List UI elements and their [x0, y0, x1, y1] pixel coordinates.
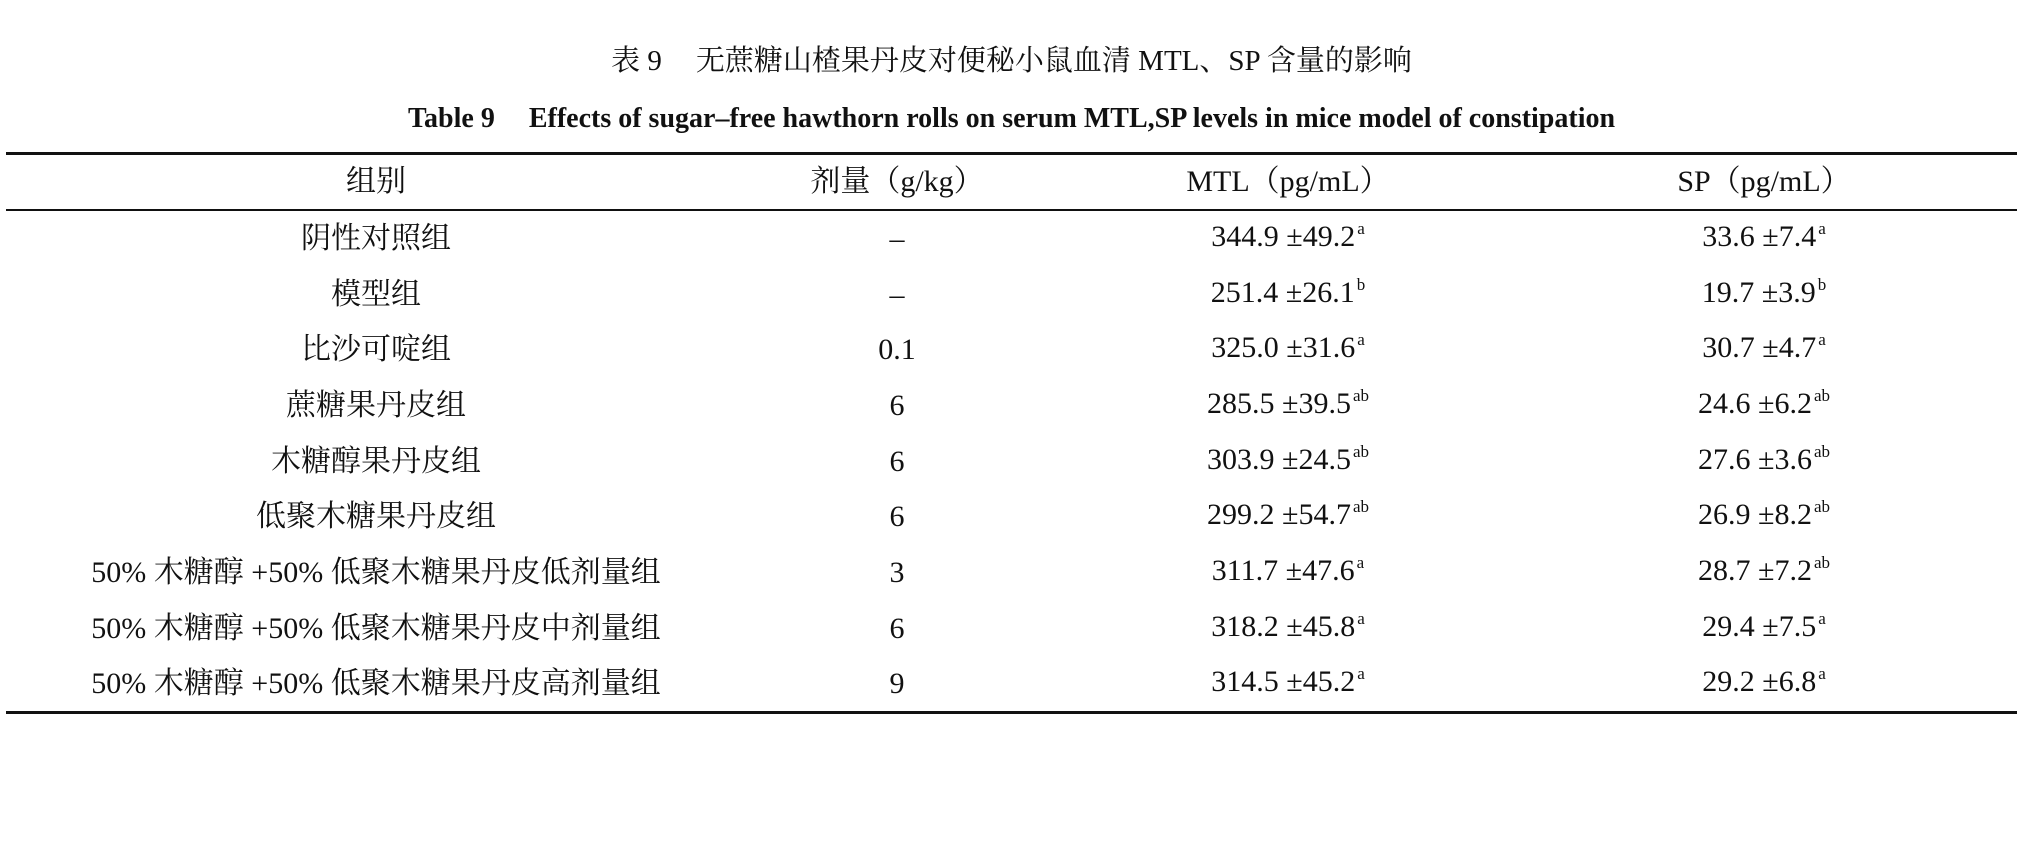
sp-cell — [1526, 543, 2002, 603]
sp-significance: ab — [1813, 386, 1830, 405]
mtl-significance: b — [1356, 275, 1366, 294]
sp-value: 24.6 ±6.2 — [1697, 387, 1812, 420]
dose-cell: – — [889, 278, 905, 311]
mtl-cell — [1050, 265, 1526, 325]
table-row — [8, 378, 2002, 434]
mtl-cell — [1050, 487, 1526, 547]
header-sp: SP（pg/mL） — [1677, 165, 1851, 198]
header-group: 组别 — [346, 165, 406, 198]
mtl-cell — [1050, 654, 1526, 714]
sp-significance: ab — [1813, 442, 1830, 461]
mtl-cell — [1050, 209, 1526, 269]
header-dose: 剂量（g/kg） — [810, 165, 984, 198]
mtl-significance: ab — [1352, 442, 1369, 461]
group-cell: 蔗糖果丹皮组 — [286, 389, 466, 422]
table-row — [8, 601, 2002, 657]
sp-value: 29.4 ±7.5 — [1702, 610, 1817, 643]
table-row — [8, 322, 2002, 378]
mtl-cell — [1050, 543, 1526, 603]
dose-cell: 6 — [889, 445, 905, 478]
group-cell: 木糖醇果丹皮组 — [271, 445, 481, 478]
mtl-significance: a — [1357, 664, 1365, 683]
sp-value: 19.7 ±3.9 — [1701, 276, 1816, 309]
table-title-chinese — [0, 43, 2023, 79]
mtl-value: 311.7 ±47.6 — [1211, 554, 1355, 587]
dose-cell: 9 — [889, 667, 905, 700]
table-number-chinese: 表 9 — [611, 45, 662, 77]
sp-cell — [1526, 376, 2002, 436]
table-row — [8, 489, 2002, 545]
table-caption-chinese: 无蔗糖山楂果丹皮对便秘小鼠血清 MTL、SP 含量的影响 — [695, 45, 1412, 77]
sp-significance: a — [1818, 609, 1826, 628]
sp-significance: b — [1817, 275, 1827, 294]
group-cell: 50% 木糖醇 +50% 低聚木糖果丹皮中剂量组 — [91, 612, 661, 645]
mtl-value: 344.9 ±49.2 — [1211, 220, 1356, 253]
mtl-value: 299.2 ±54.7 — [1206, 498, 1351, 531]
mtl-cell — [1050, 432, 1526, 492]
group-cell: 比沙可啶组 — [301, 333, 451, 366]
table-title-english — [0, 101, 2023, 137]
table-caption-english: Effects of sugar–free hawthorn rolls on serum MTL,SP levels in mice model of constipation — [528, 103, 1616, 134]
mtl-significance: a — [1357, 219, 1365, 238]
sp-cell — [1526, 209, 2002, 269]
dose-cell: 6 — [889, 612, 905, 645]
mtl-significance: a — [1357, 330, 1365, 349]
mtl-cell — [1050, 320, 1526, 380]
sp-value: 26.9 ±8.2 — [1697, 498, 1812, 531]
sp-value: 27.6 ±3.6 — [1697, 443, 1812, 476]
sp-significance: a — [1818, 330, 1826, 349]
mtl-value: 318.2 ±45.8 — [1211, 610, 1356, 643]
mtl-cell — [1050, 599, 1526, 659]
group-cell: 50% 木糖醇 +50% 低聚木糖果丹皮低剂量组 — [91, 556, 661, 589]
sp-cell — [1526, 320, 2002, 380]
table-row — [8, 656, 2002, 712]
header-mtl: MTL（pg/mL） — [1186, 165, 1390, 198]
sp-cell — [1526, 599, 2002, 659]
sp-cell — [1526, 487, 2002, 547]
mtl-value: 285.5 ±39.5 — [1206, 387, 1351, 420]
dose-cell: 0.1 — [878, 333, 916, 366]
sp-significance: ab — [1813, 497, 1830, 516]
mtl-value: 251.4 ±26.1 — [1210, 276, 1355, 309]
mtl-significance: ab — [1352, 497, 1369, 516]
sp-value: 29.2 ±6.8 — [1702, 665, 1817, 698]
group-cell: 模型组 — [331, 278, 421, 311]
group-cell: 阴性对照组 — [301, 222, 451, 255]
sp-cell — [1526, 654, 2002, 714]
table-header-row — [8, 156, 2002, 208]
mtl-value: 314.5 ±45.2 — [1211, 665, 1356, 698]
dose-cell: – — [889, 222, 905, 255]
group-cell: 50% 木糖醇 +50% 低聚木糖果丹皮高剂量组 — [91, 667, 661, 700]
mtl-value: 303.9 ±24.5 — [1206, 443, 1351, 476]
mtl-value: 325.0 ±31.6 — [1211, 331, 1356, 364]
sp-value: 28.7 ±7.2 — [1697, 554, 1812, 587]
table-row — [8, 545, 2002, 601]
sp-value: 30.7 ±4.7 — [1702, 331, 1817, 364]
mtl-cell — [1050, 376, 1526, 436]
mtl-significance: a — [1357, 609, 1365, 628]
sp-cell — [1526, 265, 2002, 325]
sp-significance: a — [1818, 664, 1826, 683]
sp-significance: ab — [1813, 553, 1830, 572]
table-row — [8, 211, 2002, 267]
dose-cell: 6 — [889, 500, 905, 533]
sp-cell — [1526, 432, 2002, 492]
dose-cell: 6 — [889, 389, 905, 422]
table-number-english: Table 9 — [407, 103, 495, 134]
mtl-significance: a — [1356, 553, 1365, 572]
dose-cell: 3 — [889, 556, 905, 589]
sp-value: 33.6 ±7.4 — [1702, 220, 1817, 253]
sp-significance: a — [1818, 219, 1826, 238]
table-row — [8, 267, 2002, 323]
mtl-significance: ab — [1352, 386, 1369, 405]
group-cell: 低聚木糖果丹皮组 — [256, 500, 496, 533]
table-row — [8, 434, 2002, 490]
